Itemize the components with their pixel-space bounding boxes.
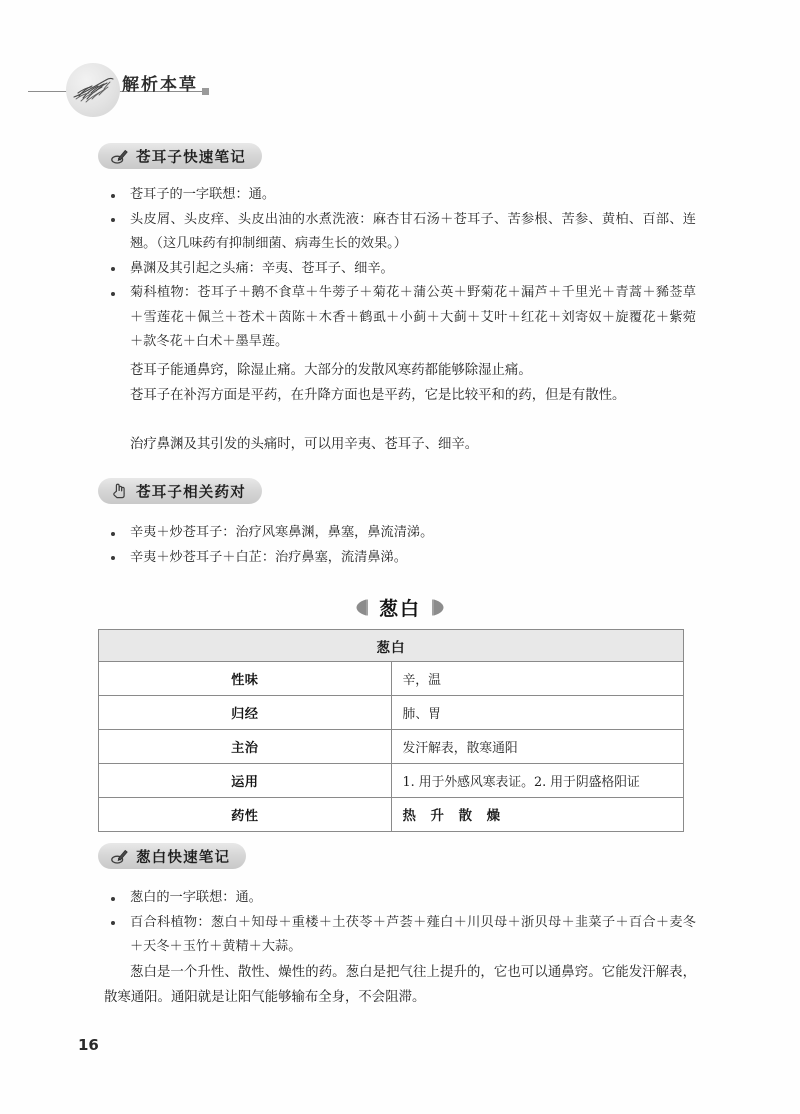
- paragraph: 苍耳子在补泻方面是平药，在升降方面也是平药，它是比较平和的药，但是有散性。: [130, 388, 626, 403]
- table-header-row: [99, 630, 684, 662]
- list-item: 百合科植物：葱白＋知母＋重楼＋土茯苓＋芦荟＋薤白＋川贝母＋浙贝母＋韭菜子＋百合＋麦冬＋天冬＋玉竹＋黄精＋大蒜。: [104, 911, 696, 960]
- list-item: 辛夷＋炒苍耳子：治疗风寒鼻渊，鼻塞，鼻流清涕。: [104, 521, 696, 546]
- table-key-cell: 归经: [99, 696, 392, 730]
- table-value-cell: 1. 用于外感风寒表证。2. 用于阴盛格阳证: [391, 764, 684, 798]
- table-key-cell: 运用: [99, 764, 392, 798]
- table-value-cell: 肺、胃: [391, 696, 684, 730]
- table-row: [99, 764, 684, 798]
- list-item: 葱白的一字联想：通。: [104, 886, 696, 911]
- section-heading-cangerzi-notes: [98, 143, 262, 169]
- bullet-list-cangerzi-notes: [104, 183, 696, 355]
- section-heading-congbai-notes: [98, 843, 246, 869]
- herb-properties-table: [98, 629, 684, 832]
- running-header: [0, 62, 800, 118]
- herb-title: [300, 594, 500, 621]
- table-key-cell: 主治: [99, 730, 392, 764]
- table-value-cell: 热 升 散 燥: [391, 798, 684, 832]
- leaf-bracket-icon: [432, 598, 445, 617]
- table-key-cell: 性味: [99, 662, 392, 696]
- section-heading-cangerzi-pairs: [98, 478, 262, 504]
- pointing-hand-icon: [109, 481, 129, 501]
- list-item: 鼻渊及其引起之头痛：辛夷、苍耳子、细辛。: [104, 257, 696, 282]
- plant-sprig-icon: [66, 63, 120, 117]
- leaf-bracket-icon: [355, 598, 368, 617]
- paragraph: 苍耳子能通鼻窍，除湿止痛。大部分的发散风寒药都能够除湿止痛。: [130, 363, 532, 378]
- section-heading-label: 葱白快速笔记: [136, 848, 231, 866]
- herb-title-label: 葱白: [378, 598, 421, 620]
- bullet-list-cangerzi-pairs: [104, 521, 696, 570]
- table-value-cell: 发汗解表，散寒通阳: [391, 730, 684, 764]
- header-title: 解析本草: [122, 75, 198, 95]
- list-item: 头皮屑、头皮痒、头皮出油的水煮洗液：麻杏甘石汤＋苍耳子、苦参根、苦参、黄柏、百部、连翘。（这几味药有抑制细菌、病毒生长的效果。）: [104, 208, 696, 257]
- table-row: [99, 696, 684, 730]
- list-item: 苍耳子的一字联想：通。: [104, 183, 696, 208]
- table-row: [99, 662, 684, 696]
- table-row: [99, 730, 684, 764]
- table-caption-cell: 葱白: [99, 630, 684, 662]
- list-item: 辛夷＋炒苍耳子＋白芷：治疗鼻塞，流清鼻涕。: [104, 546, 696, 571]
- brush-pen-icon: [109, 846, 129, 866]
- brush-pen-icon: [109, 146, 129, 166]
- bullet-list-congbai-notes: [104, 886, 696, 960]
- paragraph: 治疗鼻渊及其引发的头痛时，可以用辛夷、苍耳子、细辛。: [130, 437, 479, 452]
- table-key-cell: 药性: [99, 798, 392, 832]
- header-rule-endcap: [202, 88, 209, 95]
- table-row: [99, 798, 684, 832]
- section-heading-label: 苍耳子相关药对: [136, 483, 246, 501]
- page-number: 16: [78, 1036, 99, 1054]
- section-heading-label: 苍耳子快速笔记: [136, 148, 246, 166]
- table-value-cell: 辛，温: [391, 662, 684, 696]
- list-item: 菊科植物：苍耳子＋鹅不食草＋牛蒡子＋菊花＋蒲公英＋野菊花＋漏芦＋千里光＋青蒿＋豨莶草＋雪莲花＋佩兰＋苍术＋茵陈＋木香＋鹤虱＋小蓟＋大蓟＋艾叶＋红花＋刘寄奴＋旋覆花＋紫菀＋款冬花＋白术＋墨旱莲。: [104, 281, 696, 355]
- paragraph: 葱白是一个升性、散性、燥性的药。葱白是把气往上提升的，它也可以通鼻窍。它能发汗解表，散寒通阳。通阳就是让阳气能够输布全身，不会阻滞。: [104, 965, 696, 1005]
